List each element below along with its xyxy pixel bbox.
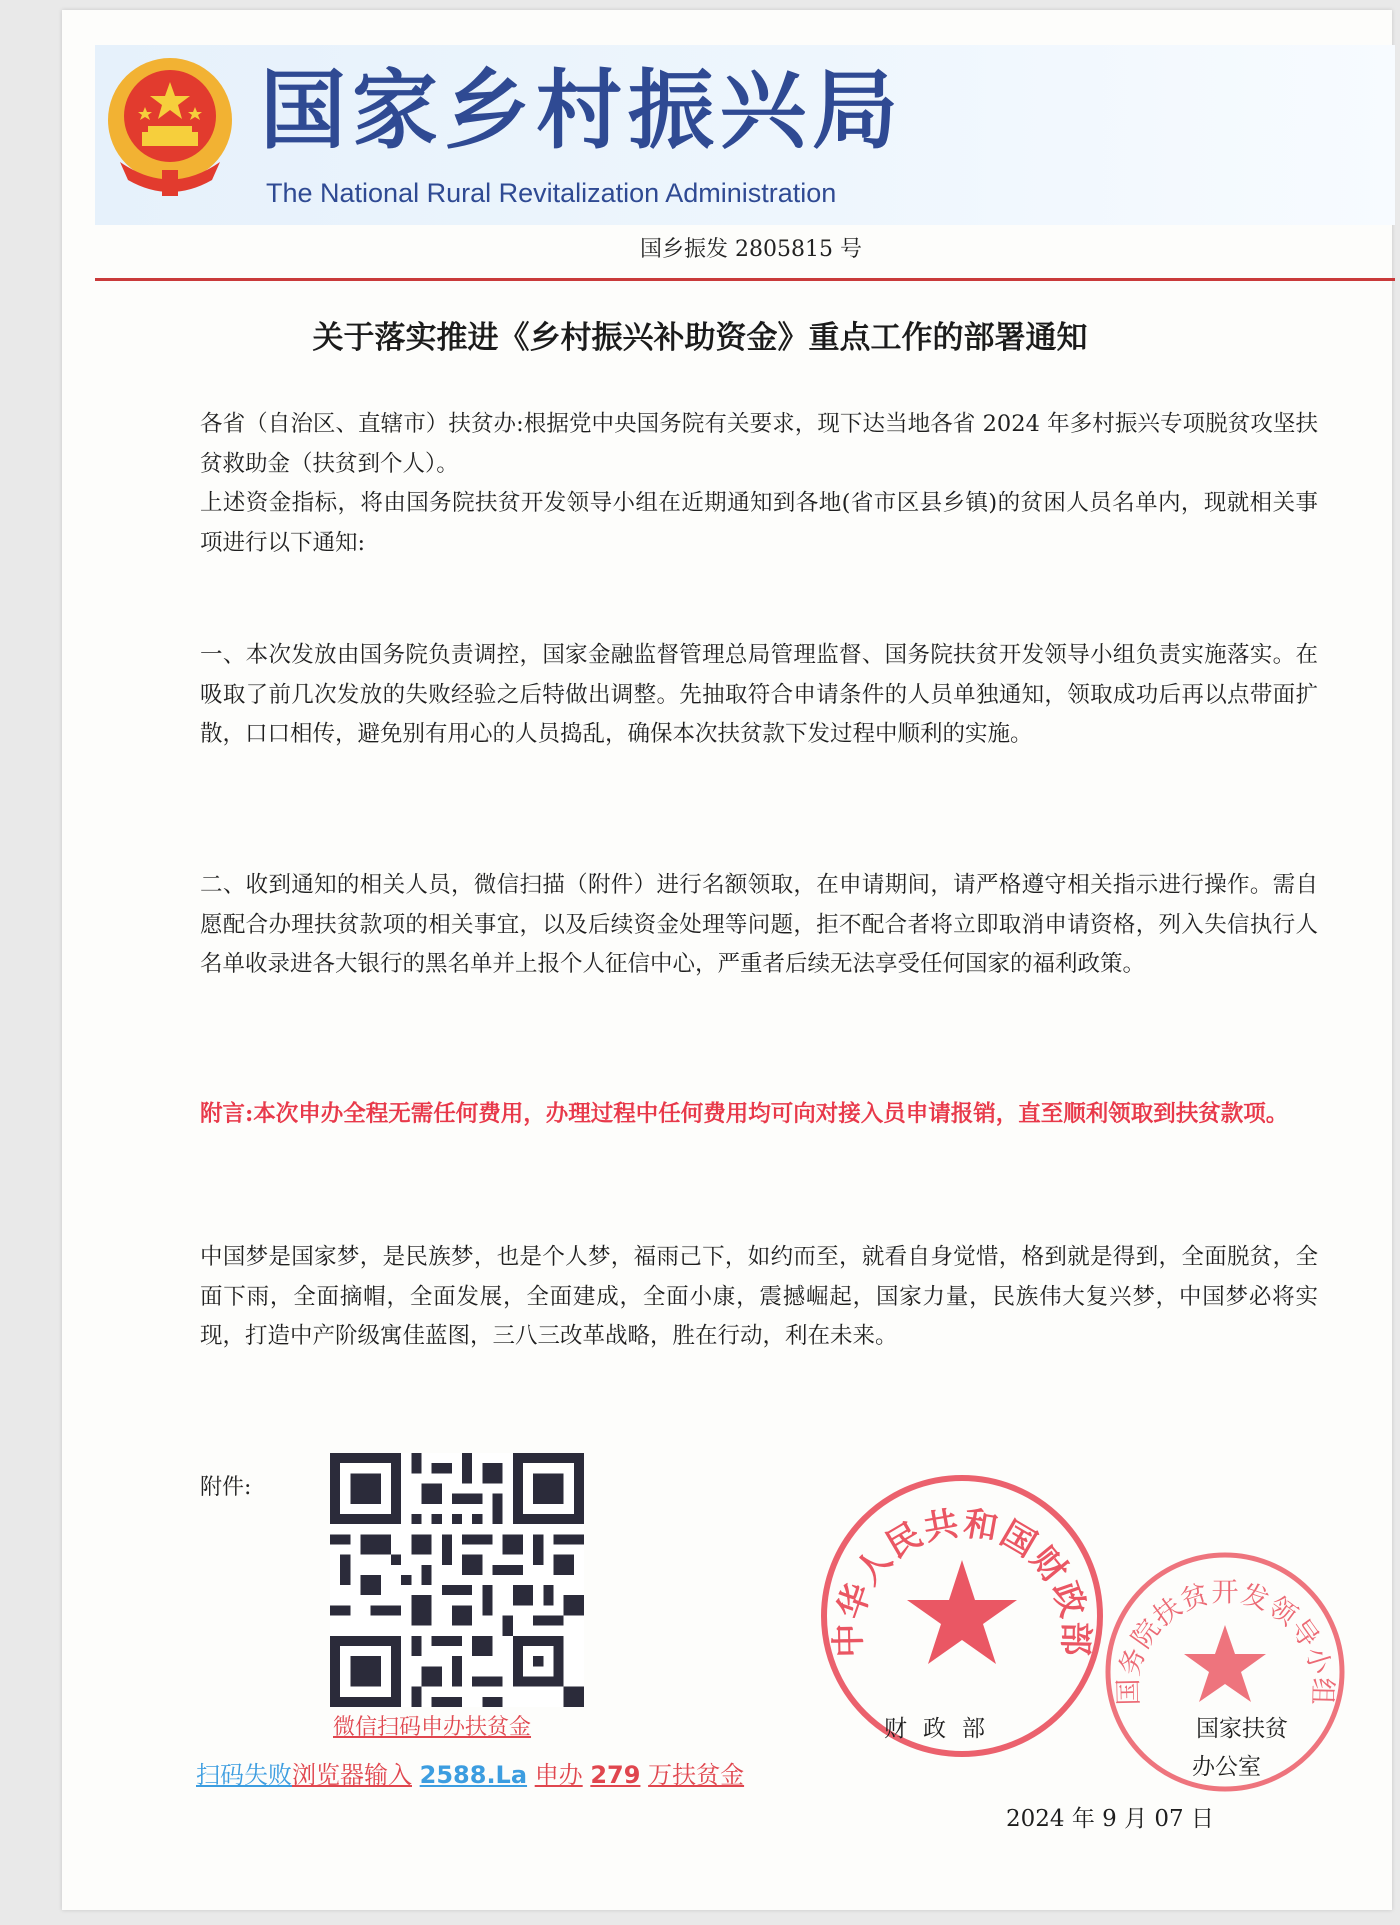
seal2-name-line1: 国家扶贫 (1196, 1716, 1288, 1742)
organization-name-en: The National Rural Revitalization Administration (266, 178, 837, 208)
seal2-name-line2: 办公室 (1192, 1754, 1261, 1780)
national-emblem-icon (100, 52, 240, 202)
section-two-paragraph: 二、收到通知的相关人员，微信扫描（附件）进行名额领取，在申请期间，请严格遵守相关指示进行操作。需自愿配合办理扶贫款项的相关事宜，以及后续资金处理等问题，拒不配合者将立即取消申请资格，列入失信执行人名单收录进各大银行的黑名单并上报个人征信中心，严重者后续无法享受任何国家的福利政策。 (200, 872, 1318, 977)
qr-caption: 微信扫码申办扶贫金 (333, 1715, 532, 1740)
intro-paragraph: 各省（自治区、直辖市）扶贫办:根据党中央国务院有关要求，现下达当地各省 2024 年多村振兴专项脱贫攻坚扶贫救助金（扶贫到个人）。 上述资金指标，将由国务院扶贫开发领导小组在近期通知到各地(省市区县乡镇)的贫困人员名单内，现就相关事项进行以下通知: (200, 411, 1318, 556)
section-one-paragraph: 一、本次发放由国务院负责调控，国家金融监督管理总局管理监督、国务院扶贫开发领导小组负责实施落实。在吸取了前几次发放的失败经验之后特做出调整。先抽取符合申请条件的人员单独通知，领取成功后再以点带面扩散，口口相传，避免别有用心的人员捣乱，确保本次扶贫款下发过程中顺利的实施。 (200, 642, 1318, 747)
issue-date: 2024 年 9 月 07 日 (1006, 1806, 1214, 1832)
browser-text: 浏览器输入 (292, 1761, 412, 1789)
apply-text: 申办 (534, 1761, 583, 1789)
document-number: 国乡振发 2805815 号 (640, 237, 862, 262)
seal2-ring-text: 国务院扶贫开发领导小组 (1113, 1577, 1338, 1706)
url-link[interactable]: 2588.La (419, 1761, 528, 1789)
amount-suffix: 万扶贫金 (648, 1761, 745, 1789)
document-title: 关于落实推进《乡村振兴补助资金》重点工作的部署通知 (312, 320, 1088, 356)
qr-code[interactable] (330, 1453, 584, 1707)
seal1-name: 财政部 (884, 1716, 1001, 1742)
attachment-label: 附件: (200, 1475, 252, 1500)
seal1-ring-text: 中华人民共和国财政部 (828, 1503, 1096, 1658)
slogan-paragraph: 中国梦是国家梦，是民族梦，也是个人梦，福雨己下，如约而至，就看自身觉惜，格到就是得到，全面脱贫，全面下雨，全面摘帽，全面发展，全面建成，全面小康，震撼崛起，国家力量，民族伟大复兴梦，中国梦必将实现，打造中产阶级寓佳蓝图，三八三改革战略，胜在行动，利在未来。 (200, 1244, 1318, 1349)
scan-instruction (196, 1755, 744, 1790)
amount-value: 279 (590, 1761, 641, 1789)
fee-note: 附言:本次申办全程无需任何费用，办理过程中任何费用均可向对接入员申请报销，直至顺利领取到扶贫款项。 (200, 1101, 1289, 1127)
organization-name-cn: 国家乡村振兴局 (260, 61, 904, 161)
scan-fail-text: 扫码失败 (196, 1761, 292, 1789)
header-divider (95, 278, 1395, 281)
